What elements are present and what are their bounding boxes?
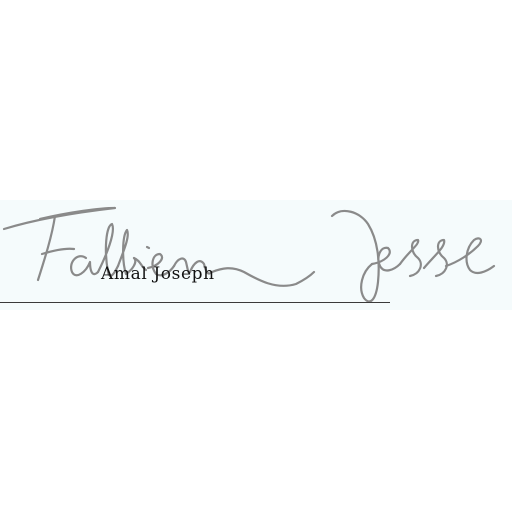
signature-stroke-a [71,256,98,275]
signature-stroke-i-dot [147,247,149,248]
signature-stroke-j [332,211,379,302]
printed-signer-name: Amal Joseph [101,264,215,284]
signature-stroke-s2 [424,240,447,276]
signature-stroke-e2 [372,248,400,271]
signature-stroke-tail [212,268,314,286]
signature-stroke-s1 [400,240,421,276]
signature-rule-line [0,302,390,303]
signature-stroke-e3 [446,238,494,273]
signature-stroke-f-top [4,208,115,229]
signature-stroke-f-stem [38,216,55,280]
